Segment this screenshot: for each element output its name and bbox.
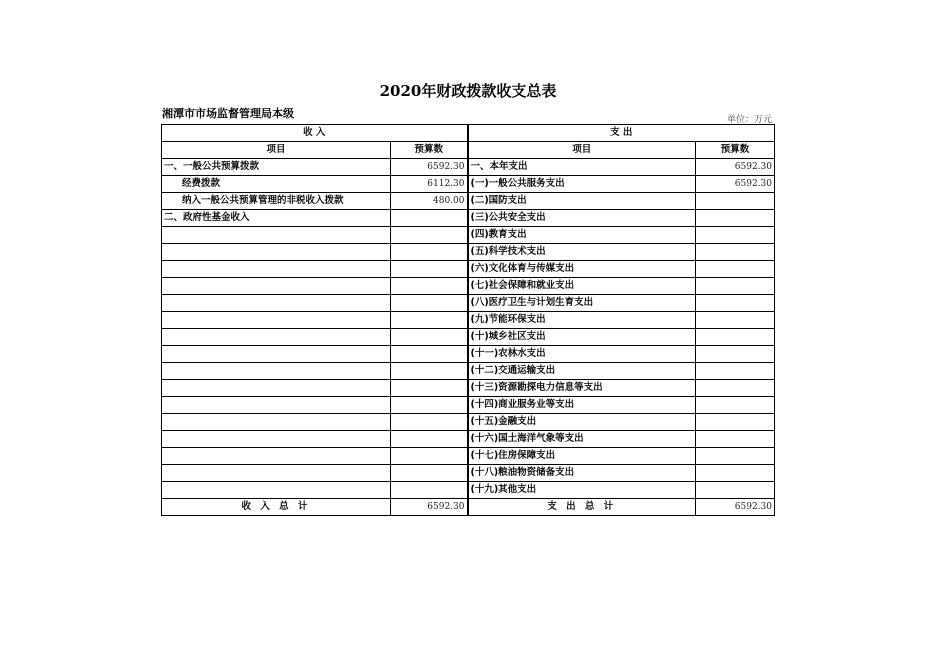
expense-value-cell (696, 465, 775, 482)
table-row (162, 227, 775, 244)
expense-item-header: 项目 (468, 142, 696, 159)
income-value-cell (391, 431, 468, 448)
expense-value-cell (696, 227, 775, 244)
expense-header: 支 出 (468, 125, 775, 142)
report-title: 2020年财政拨款收支总表 (379, 82, 557, 100)
expense-value-cell (696, 346, 775, 363)
income-item-cell: 纳入一般公共预算管理的非税收入拨款 (162, 193, 391, 210)
expense-value-cell: 6592.30 (696, 159, 775, 176)
table-row (162, 210, 775, 227)
expense-budget-header: 预算数 (696, 142, 775, 159)
income-item-cell: 二、政府性基金收入 (162, 210, 391, 227)
totals-row (162, 499, 775, 516)
income-total-label: 收 入 总 计 (162, 499, 391, 516)
income-item-header: 项目 (162, 142, 391, 159)
expense-item-cell: 一、本年支出 (468, 159, 696, 176)
income-value-cell (391, 346, 468, 363)
expense-item-cell: (十三)资源勘探电力信息等支出 (468, 380, 696, 397)
expense-total-label: 支 出 总 计 (468, 499, 696, 516)
expense-item-cell: (三)公共安全支出 (468, 210, 696, 227)
expense-value-cell (696, 193, 775, 210)
income-value-cell (391, 210, 468, 227)
expense-item-cell: (四)教育支出 (468, 227, 696, 244)
organization-name: 湘潭市市场监督管理局本级 (162, 107, 294, 120)
income-value-cell (391, 465, 468, 482)
table-row (162, 159, 775, 176)
table-row (162, 465, 775, 482)
table-row (162, 414, 775, 431)
income-value-cell (391, 295, 468, 312)
expense-value-cell (696, 244, 775, 261)
income-value-cell (391, 482, 468, 499)
expense-value-cell (696, 431, 775, 448)
expense-value-cell (696, 312, 775, 329)
table-row (162, 380, 775, 397)
expense-item-cell: (十四)商业服务业等支出 (468, 397, 696, 414)
expense-value-cell (696, 295, 775, 312)
income-item-cell (162, 346, 391, 363)
expense-item-cell: (七)社会保障和就业支出 (468, 278, 696, 295)
section-header-row (162, 125, 775, 142)
income-item-cell (162, 397, 391, 414)
income-budget-header: 预算数 (391, 142, 468, 159)
income-item-cell (162, 414, 391, 431)
table-row (162, 244, 775, 261)
expense-value-cell (696, 414, 775, 431)
income-value-cell (391, 261, 468, 278)
table-row (162, 482, 775, 499)
table-row (162, 193, 775, 210)
expense-item-cell: (十八)粮油物资储备支出 (468, 465, 696, 482)
income-value-cell (391, 244, 468, 261)
table-row (162, 329, 775, 346)
expense-item-cell: (九)节能环保支出 (468, 312, 696, 329)
income-item-cell: 经费拨款 (162, 176, 391, 193)
income-value-cell: 480.00 (391, 193, 468, 210)
table-row (162, 312, 775, 329)
income-value-cell (391, 397, 468, 414)
income-item-cell (162, 431, 391, 448)
income-item-cell (162, 380, 391, 397)
expense-item-cell: (八)医疗卫生与计划生育支出 (468, 295, 696, 312)
income-item-cell (162, 465, 391, 482)
expense-item-cell: (二)国防支出 (468, 193, 696, 210)
income-item-cell: 一、一般公共预算拨款 (162, 159, 391, 176)
income-value-cell (391, 363, 468, 380)
income-item-cell (162, 227, 391, 244)
expense-item-cell: (十二)交通运输支出 (468, 363, 696, 380)
expense-item-cell: (六)文化体育与传媒支出 (468, 261, 696, 278)
income-value-cell: 6112.30 (391, 176, 468, 193)
table-row (162, 448, 775, 465)
income-value-cell (391, 278, 468, 295)
expense-value-cell: 6592.30 (696, 176, 775, 193)
expense-item-cell: (一)一般公共服务支出 (468, 176, 696, 193)
expense-item-cell: (十七)住房保障支出 (468, 448, 696, 465)
income-item-cell (162, 363, 391, 380)
income-value-cell (391, 227, 468, 244)
table-row (162, 363, 775, 380)
expense-value-cell (696, 397, 775, 414)
income-item-cell (162, 261, 391, 278)
income-item-cell (162, 278, 391, 295)
unit-label: 单位：万元 (726, 115, 772, 125)
income-value-cell (391, 414, 468, 431)
income-value-cell (391, 312, 468, 329)
expense-item-cell: (十九)其他支出 (468, 482, 696, 499)
income-item-cell (162, 295, 391, 312)
table-row (162, 431, 775, 448)
income-item-cell (162, 482, 391, 499)
expense-item-cell: (十)城乡社区支出 (468, 329, 696, 346)
budget-summary-table (161, 124, 775, 516)
expense-value-cell (696, 482, 775, 499)
expense-value-cell (696, 448, 775, 465)
income-item-cell (162, 329, 391, 346)
expense-item-cell: (五)科学技术支出 (468, 244, 696, 261)
income-value-cell (391, 448, 468, 465)
table-row (162, 261, 775, 278)
income-value-cell (391, 380, 468, 397)
expense-value-cell (696, 261, 775, 278)
income-header: 收 入 (162, 125, 468, 142)
expense-item-cell: (十一)农林水支出 (468, 346, 696, 363)
table-row (162, 295, 775, 312)
expense-value-cell (696, 329, 775, 346)
expense-total-value: 6592.30 (696, 499, 775, 516)
table-row (162, 278, 775, 295)
income-item-cell (162, 244, 391, 261)
expense-value-cell (696, 363, 775, 380)
expense-value-cell (696, 278, 775, 295)
income-value-cell: 6592.30 (391, 159, 468, 176)
expense-value-cell (696, 210, 775, 227)
income-item-cell (162, 448, 391, 465)
expense-value-cell (696, 380, 775, 397)
table-row (162, 397, 775, 414)
income-total-value: 6592.30 (391, 499, 468, 516)
income-item-cell (162, 312, 391, 329)
table-row (162, 176, 775, 193)
expense-item-cell: (十五)金融支出 (468, 414, 696, 431)
expense-item-cell: (十六)国土海洋气象等支出 (468, 431, 696, 448)
income-value-cell (391, 329, 468, 346)
table-row (162, 346, 775, 363)
column-header-row (162, 142, 775, 159)
